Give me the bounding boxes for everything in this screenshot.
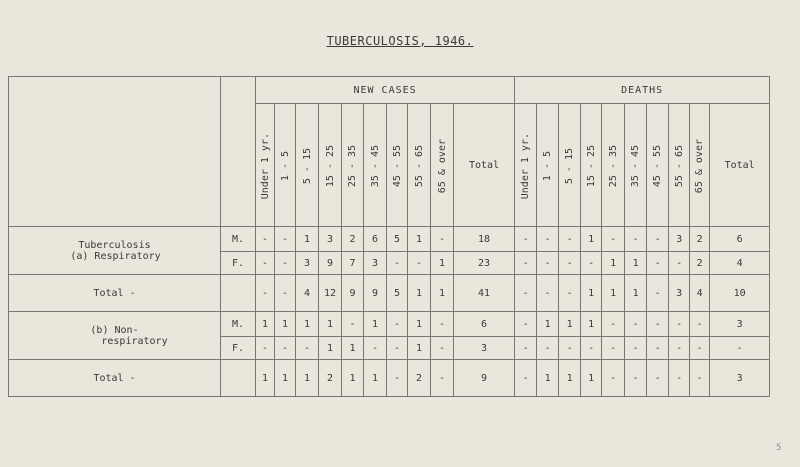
new-case-cell: -: [256, 227, 275, 252]
total-row: [9, 360, 770, 397]
deaths-header: DEATHS: [515, 77, 770, 104]
death-total-cell: -: [537, 275, 559, 312]
new-case-cell: 1: [431, 252, 454, 275]
death-cell: -: [647, 337, 669, 360]
document-title: TUBERCULOSIS, 1946.: [326, 34, 474, 48]
section-label-line1: Tuberculosis: [78, 239, 151, 251]
death-total-cell: -: [625, 360, 647, 397]
new-case-total-cell: 1: [296, 360, 319, 397]
new-case-cell: 2: [342, 227, 364, 252]
death-cell: -: [515, 312, 537, 337]
death-cell: -: [537, 227, 559, 252]
new-case-total-cell: -: [275, 275, 296, 312]
new-total-cell: 18: [454, 227, 515, 252]
death-cell: -: [537, 337, 559, 360]
new-case-cell: -: [431, 312, 454, 337]
death-cell: -: [515, 337, 537, 360]
new-case-cell: -: [275, 252, 296, 275]
sex-cell: F.: [221, 337, 256, 360]
new-case-cell: 1: [275, 312, 296, 337]
new-case-cell: -: [408, 252, 431, 275]
new-case-cell: 9: [319, 252, 342, 275]
new-case-cell: -: [387, 312, 408, 337]
new-case-cell: 1: [296, 312, 319, 337]
sex-cell: [221, 360, 256, 397]
death-cell: -: [602, 227, 625, 252]
new-case-cell: 7: [342, 252, 364, 275]
new-case-cell: 1: [319, 312, 342, 337]
new-case-total-cell: 1: [256, 360, 275, 397]
death-total-cell: -: [647, 360, 669, 397]
section-label-line2: respiratory: [101, 335, 168, 347]
death-cell: -: [625, 337, 647, 360]
death-cell: 1: [581, 312, 602, 337]
total-label: Total -: [9, 275, 221, 312]
new-case-total-cell: 1: [364, 360, 387, 397]
new-case-cell: -: [431, 337, 454, 360]
death-cell: -: [647, 312, 669, 337]
deaths-total-cell: 3: [710, 312, 770, 337]
total-label: Total -: [9, 360, 221, 397]
death-cell: -: [559, 252, 581, 275]
age-header: 15 - 25: [319, 104, 342, 227]
new-case-cell: 1: [408, 227, 431, 252]
death-total-cell: 1: [537, 360, 559, 397]
new-case-cell: 1: [319, 337, 342, 360]
age-header: 25 - 35: [342, 104, 364, 227]
new-case-cell: 1: [342, 337, 364, 360]
death-cell: 1: [559, 312, 581, 337]
death-total-cell: -: [647, 275, 669, 312]
death-total-cell: 1: [581, 360, 602, 397]
new-total-cell: 23: [454, 252, 515, 275]
death-cell: 1: [581, 227, 602, 252]
new-grand-total-cell: 41: [454, 275, 515, 312]
death-cell: -: [647, 227, 669, 252]
death-cell: -: [581, 252, 602, 275]
death-cell: -: [559, 227, 581, 252]
total-row: [9, 275, 770, 312]
new-case-cell: 1: [408, 312, 431, 337]
new-cases-header: NEW CASES: [256, 77, 515, 104]
corner-cell: [9, 77, 221, 227]
new-case-total-cell: 5: [387, 275, 408, 312]
age-header: Under 1 yr.: [256, 104, 275, 227]
death-total-cell: -: [515, 360, 537, 397]
new-case-cell: 1: [364, 312, 387, 337]
sex-cell: M.: [221, 312, 256, 337]
death-total-cell: -: [559, 275, 581, 312]
death-total-cell: -: [602, 360, 625, 397]
death-total-cell: 1: [625, 275, 647, 312]
new-case-total-cell: 1: [275, 360, 296, 397]
deaths-grand-total-cell: 3: [710, 360, 770, 397]
section-label: [9, 227, 221, 275]
new-case-cell: -: [256, 252, 275, 275]
death-total-cell: 1: [581, 275, 602, 312]
new-case-cell: 1: [256, 312, 275, 337]
death-total-cell: -: [669, 360, 690, 397]
deaths-grand-total-cell: 10: [710, 275, 770, 312]
new-case-total-cell: -: [256, 275, 275, 312]
death-total-cell: -: [690, 360, 710, 397]
new-case-cell: -: [256, 337, 275, 360]
new-case-cell: -: [387, 337, 408, 360]
death-cell: 3: [669, 227, 690, 252]
new-case-cell: 3: [319, 227, 342, 252]
tuberculosis-table: [8, 76, 770, 397]
new-case-cell: -: [275, 337, 296, 360]
death-cell: -: [515, 227, 537, 252]
age-header: 1 - 5: [275, 104, 296, 227]
new-total-cell: 6: [454, 312, 515, 337]
new-case-cell: -: [275, 227, 296, 252]
death-age-header: 5 - 15: [559, 104, 581, 227]
new-case-cell: -: [364, 337, 387, 360]
new-case-total-cell: 1: [431, 275, 454, 312]
death-age-header: 45 - 55: [647, 104, 669, 227]
death-age-header: 1 - 5: [537, 104, 559, 227]
new-case-total-cell: -: [431, 360, 454, 397]
section-label: [9, 312, 221, 360]
sex-cell: [221, 275, 256, 312]
death-cell: -: [537, 252, 559, 275]
new-case-cell: 3: [296, 252, 319, 275]
death-total-cell: 4: [690, 275, 710, 312]
death-cell: -: [669, 337, 690, 360]
table-row: [9, 312, 770, 337]
new-case-cell: -: [431, 227, 454, 252]
death-cell: 1: [537, 312, 559, 337]
age-header: 35 - 45: [364, 104, 387, 227]
age-header: 55 - 65: [408, 104, 431, 227]
age-header: 65 & over: [431, 104, 454, 227]
sex-cell: F.: [221, 252, 256, 275]
new-case-cell: 1: [296, 227, 319, 252]
death-cell: 1: [625, 252, 647, 275]
page-number-mark: 5: [776, 443, 782, 453]
new-case-total-cell: 12: [319, 275, 342, 312]
death-age-header: 15 - 25: [581, 104, 602, 227]
table-row: [9, 227, 770, 252]
new-case-total-cell: 2: [408, 360, 431, 397]
age-header: 45 - 55: [387, 104, 408, 227]
death-cell: -: [669, 312, 690, 337]
new-case-cell: -: [342, 312, 364, 337]
sex-cell: M.: [221, 227, 256, 252]
death-total-cell: 1: [559, 360, 581, 397]
death-cell: -: [625, 312, 647, 337]
death-age-header: 25 - 35: [602, 104, 625, 227]
new-case-total-cell: 4: [296, 275, 319, 312]
death-cell: -: [559, 337, 581, 360]
new-case-total-cell: 9: [342, 275, 364, 312]
new-total-header: Total: [454, 104, 515, 227]
section-label-line2: (a) Respiratory: [70, 250, 161, 262]
death-total-cell: 1: [602, 275, 625, 312]
death-age-header: 65 & over: [690, 104, 710, 227]
death-cell: -: [690, 337, 710, 360]
death-age-header: 35 - 45: [625, 104, 647, 227]
new-total-cell: 3: [454, 337, 515, 360]
new-case-total-cell: 9: [364, 275, 387, 312]
new-case-total-cell: -: [387, 360, 408, 397]
deaths-total-cell: 4: [710, 252, 770, 275]
new-grand-total-cell: 9: [454, 360, 515, 397]
age-header: 5 - 15: [296, 104, 319, 227]
death-cell: -: [515, 252, 537, 275]
deaths-total-cell: 6: [710, 227, 770, 252]
sex-header-cell: [221, 77, 256, 227]
death-cell: -: [690, 312, 710, 337]
death-cell: 1: [602, 252, 625, 275]
new-case-total-cell: 2: [319, 360, 342, 397]
new-case-cell: 1: [408, 337, 431, 360]
death-cell: -: [602, 337, 625, 360]
death-cell: -: [647, 252, 669, 275]
new-case-cell: -: [387, 252, 408, 275]
death-age-header: Under 1 yr.: [515, 104, 537, 227]
new-case-cell: 3: [364, 252, 387, 275]
new-case-cell: 6: [364, 227, 387, 252]
death-total-cell: 3: [669, 275, 690, 312]
death-age-header: 55 - 65: [669, 104, 690, 227]
death-cell: -: [602, 312, 625, 337]
new-case-total-cell: 1: [342, 360, 364, 397]
new-case-cell: -: [296, 337, 319, 360]
death-cell: -: [669, 252, 690, 275]
deaths-total-cell: -: [710, 337, 770, 360]
death-cell: -: [581, 337, 602, 360]
death-cell: -: [625, 227, 647, 252]
death-total-cell: -: [515, 275, 537, 312]
new-case-total-cell: 1: [408, 275, 431, 312]
new-case-cell: 5: [387, 227, 408, 252]
deaths-total-header: Total: [710, 104, 770, 227]
death-cell: 2: [690, 252, 710, 275]
death-cell: 2: [690, 227, 710, 252]
section-label-line1: (b) Non-: [90, 324, 139, 336]
